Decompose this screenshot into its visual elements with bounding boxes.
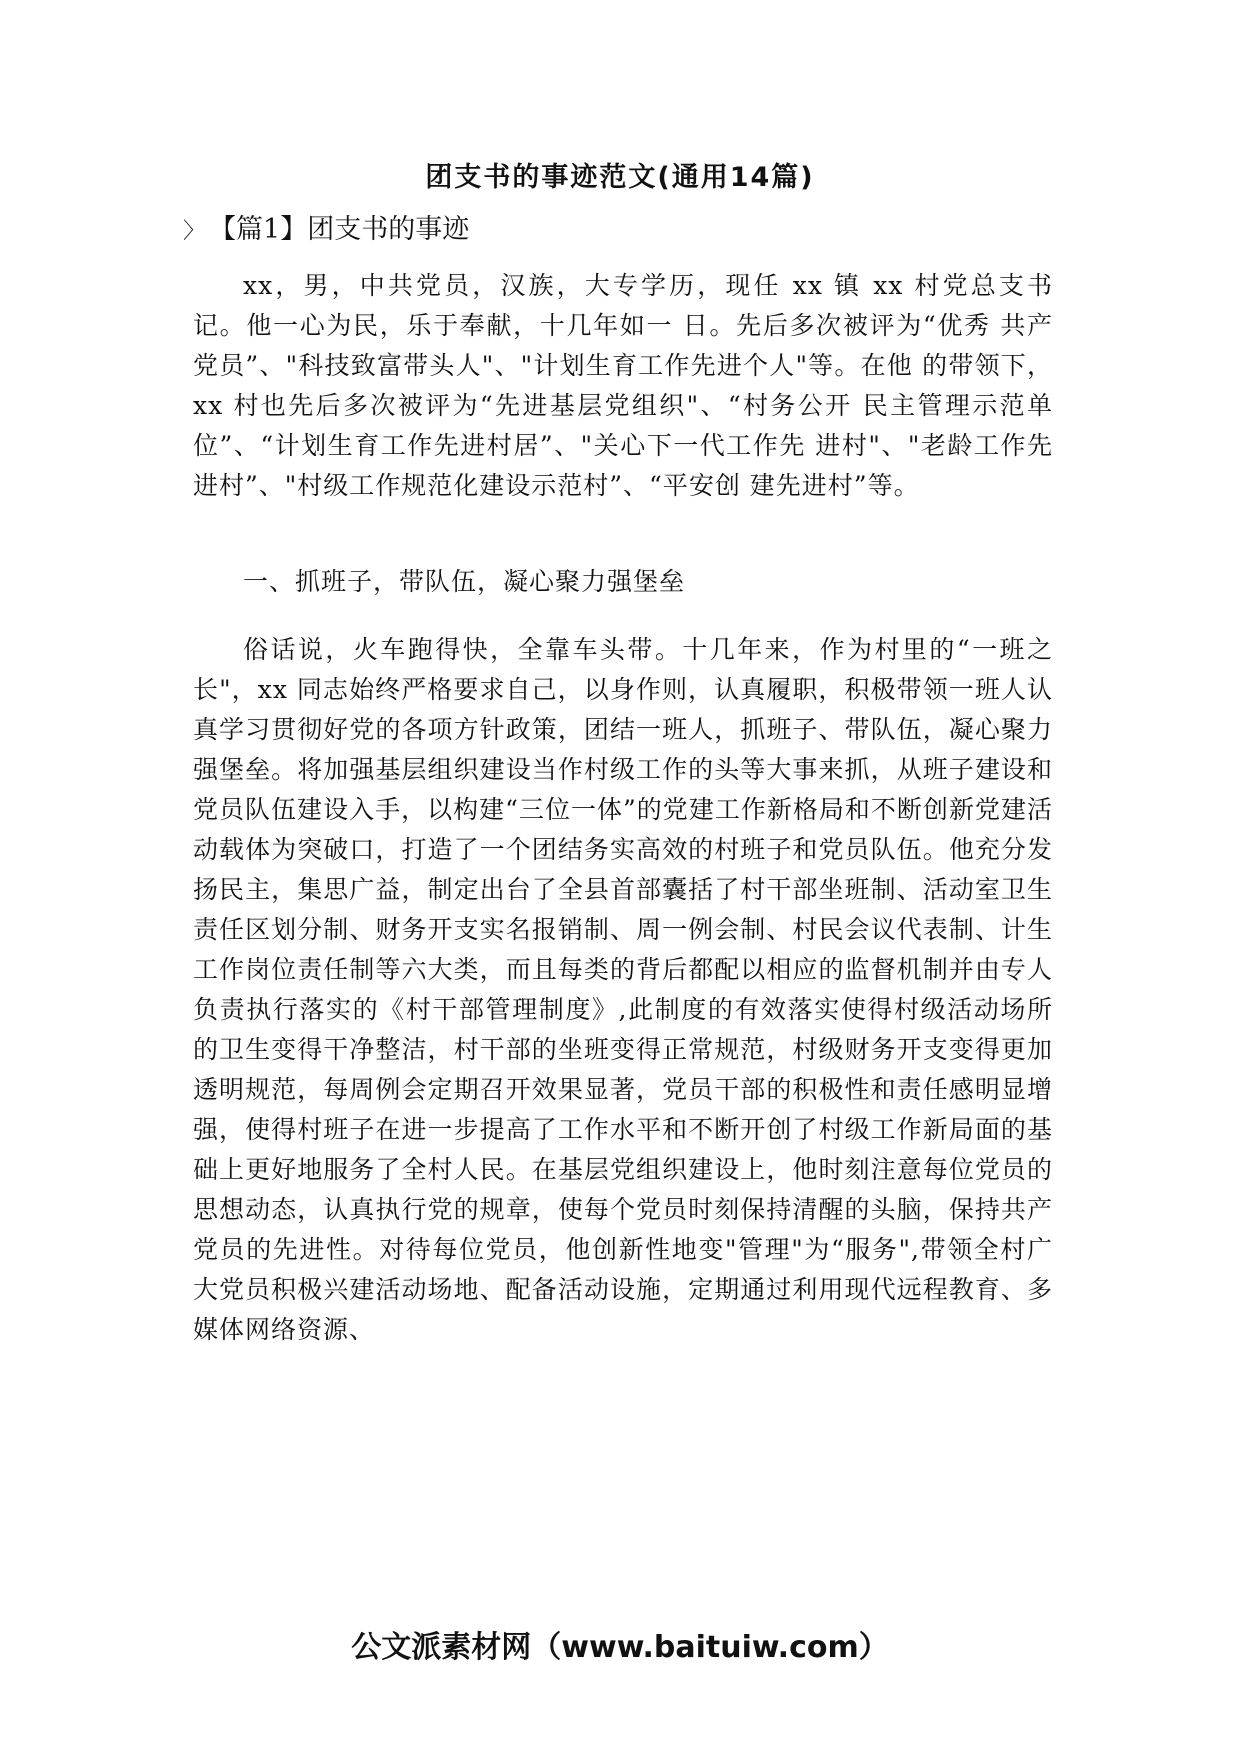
section-heading-text: 【篇1】团支书的事迹: [209, 214, 470, 245]
chevron-right-icon: 〉: [183, 219, 206, 244]
intro-block: [193, 266, 1053, 506]
paragraph-one: 俗话说，火车跑得快，全靠车头带。十几年来，作为村里的“一班之长"，xx 同志始终严格要求自己，以身作则，认真履职，积极带领一班人认真学习贯彻好党的各项方针政策，团结一班人，抓班子、带队伍，凝心聚力强堡垒。将加强基层组织建设当作村级工作的头等大事来抓，从班子建设和党员队伍建设入手，以构建“三位一体”的党建工作新格局和不断创新党建活动载体为突破口，打造了一个团结务实高效的村班子和党员队伍。他充分发扬民主，集思广益，制定出台了全县首部囊括了村干部坐班制、活动室卫生责任区划分制、财务开支实名报销制、周一例会制、村民会议代表制、计生工作岗位责任制等六大类，而且每类的背后都配以相应的监督机制并由专人负责执行落实的《村干部管理制度》,此制度的有效落实使得村级活动场所的卫生变得干净整洁，村干部的坐班变得正常规范，村级财务开支变得更加透明规范，每周例会定期召开效果显著，党员干部的积极性和责任感明显增强，使得村班子在进一步提高了工作水平和不断开创了村级工作新局面的基础上更好地服务了全村人民。在基层党组织建设上，他时刻注意每位党员的思想动态，认真执行党的规章，使每个党员时刻保持清醒的头脑，保持共产党员的先进性。对待每位党员，他创新性地变"管理"为“服务",带领全村广大党员积极兴建活动场地、配备活动设施，定期通过利用现代远程教育、多媒体网络资源、: [193, 635, 1053, 1344]
footer-watermark: 公文派素材网（www.baituiw.com）: [351, 1630, 889, 1665]
section-heading: [183, 212, 469, 250]
subheading-one: 一、抓班子，带队伍，凝心聚力强堡垒: [243, 567, 686, 596]
document-title: 团支书的事迹范文(通用14篇): [425, 162, 815, 193]
paragraph-one-block: [193, 630, 1053, 1370]
heading-one-block: [193, 562, 1053, 602]
intro-paragraph: xx，男，中共党员，汉族，大专学历，现任 xx 镇 xx 村党总支书 记。他一心为民，乐于奉献，十几年如一 日。先后多次被评为“优秀 共产党员”、"科技致富带头人"、"计划生育工作先进个人"等。在他 的带领下， xx 村也先后多次被评为“先进基层党组织"、“村务公开 民主管理示范单位”、“计划生育工作先进村居”、"关心下一代工作先 进村"、"老龄工作先进村”、"村级工作规范化建设示范村”、“平安创 建先进村”等。: [193, 271, 1053, 500]
